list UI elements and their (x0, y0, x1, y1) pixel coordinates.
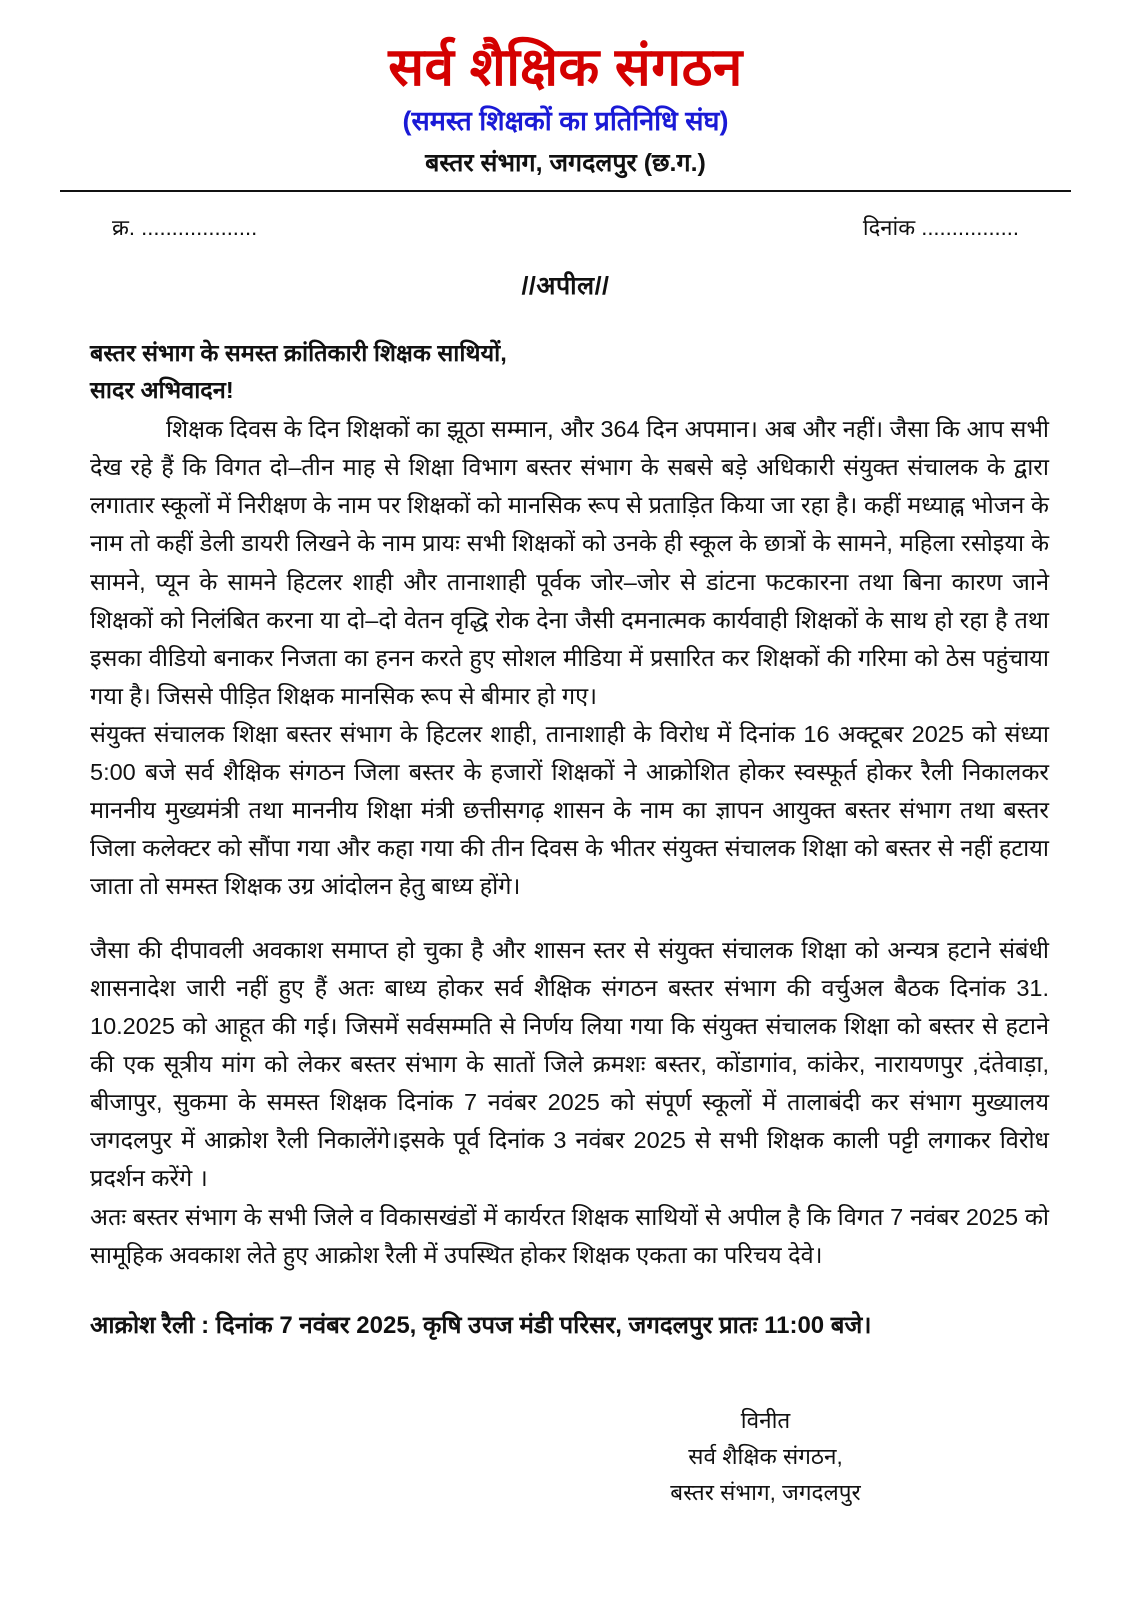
organization-title: सर्व शैक्षिक संगठन (388, 38, 743, 97)
paragraph-3: जैसा की दीपावली अवकाश समाप्त हो चुका है और शासन स्तर से संयुक्त संचालक शिक्षा को अन्यत्र हटाने संबंधी शासनादेश जारी नहीं हुए हैं अतः बाध्य होकर सर्व शैक्षिक संगठन बस्तर संभाग की वर्चुअल बैठक दिनांक 31. 10.2025 को आहूत की गई। जिसमें सर्वसम्मति से निर्णय लिया गया कि संयुक्त संचालक शिक्षा को बस्तर से हटाने की एक सूत्रीय मांग को लेकर बस्तर संभाग के सातों जिले क्रमशः बस्तर, कोंडागांव, कांकेर, नारायणपुर ,दंतेवाड़ा, बीजापुर, सुकमा के समस्त शिक्षक दिनांक 7 नवंबर 2025 को संपूर्ण स्कूलों में तालाबंदी कर संभाग मुख्यालय जगदलपुर में आक्रोश रैली निकालेंगे।इसके पूर्व दिनांक 3 नवंबर 2025 से सभी शिक्षक काली पट्टी लगाकर विरोध प्रदर्शन करेंगे । (90, 937, 1049, 1192)
signature-line-3: बस्तर संभाग, जगदलपुर (670, 1479, 861, 1505)
rally-label: आक्रोश रैली : (90, 1311, 210, 1339)
reference-number: क्र. ................... (112, 214, 258, 240)
salutation (90, 336, 1049, 409)
signature-line-2: सर्व शैक्षिक संगठन, (688, 1443, 843, 1469)
header-divider (60, 190, 1071, 192)
signature-block (60, 1403, 1071, 1511)
salutation-line-1: बस्तर संभाग के समस्त क्रांतिकारी शिक्षक साथियों, (90, 339, 507, 366)
reference-row (60, 212, 1071, 242)
rally-details: दिनांक 7 नवंबर 2025, कृषि उपज मंडी परिसर, जगदलपुर प्रातः 11:00 बजे। (209, 1311, 872, 1339)
letter-body (60, 336, 1071, 1274)
organization-subtitle: (समस्त शिक्षकों का प्रतिनिधि संघ) (402, 106, 729, 137)
paragraph-2: संयुक्त संचालक शिक्षा बस्तर संभाग के हिटलर शाही, तानाशाही के विरोध में दिनांक 16 अक्टूबर 2025 को संध्या 5:00 बजे सर्व शैक्षिक संगठन जिला बस्तर के हजारों शिक्षकों ने आक्रोशित होकर स्वस्फूर्त होकर रैली निकालकर माननीय मुख्यमंत्री तथा माननीय शिक्षा मंत्री छत्तीसगढ़ शासन के नाम का ज्ञापन आयुक्त बस्तर संभाग तथा बस्तर जिला कलेक्टर को सौंपा गया और कहा गया की तीन दिवस के भीतर संयुक्त संचालक शिक्षा को बस्तर से नहीं हटाया जाता तो समस्त शिक्षक उग्र आंदोलन हेतु बाध्य होंगे। (90, 720, 1049, 899)
document-subject: //अपील// (521, 271, 610, 300)
paragraph-1: शिक्षक दिवस के दिन शिक्षकों का झूठा सम्मान, और 364 दिन अपमान। अब और नहीं। जैसा कि आप सभी देख रहे हैं कि विगत दो–तीन माह से शिक्षा विभाग बस्तर संभाग के सबसे बड़े अधिकारी संयुक्त संचालक के द्वारा लगातार स्कूलों में निरीक्षण के नाम पर शिक्षकों को मानसिक रूप से प्रताड़ित किया जा रहा है। कहीं मध्याह्न भोजन के नाम तो कहीं डेली डायरी लिखने के नाम प्रायः सभी शिक्षकों को उनके ही स्कूल के छात्रों के सामने, महिला रसोइया के सामने, प्यून के सामने हिटलर शाही और तानाशाही पूर्वक जोर–जोर से डांटना फटकारना तथा बिना कारण जाने शिक्षकों को निलंबित करना या दो–दो वेतन वृद्धि रोक देना जैसी दमनात्मक कार्यवाही शिक्षकों के साथ हो रहा है तथा इसका वीडियो बनाकर निजता का हनन करते हुए सोशल मीडिया में प्रसारित कर शिक्षकों की गरिमा को ठेस पहुंचाया गया है। जिससे पीड़ित शिक्षक मानसिक रूप से बीमार हो गए। (90, 416, 1049, 709)
letterhead (60, 38, 1071, 178)
salutation-line-2: सादर अभिवादन! (90, 377, 234, 403)
rally-announcement (60, 1308, 1071, 1341)
reference-date: दिनांक ................ (862, 214, 1019, 240)
paragraph-4: अतः बस्तर संभाग के सभी जिले व विकासखंडों में कार्यरत शिक्षक साथियों से अपील है कि विगत 7 नवंबर 2025 को सामूहिक अवकाश लेते हुए आक्रोश रैली में उपस्थित होकर शिक्षक एकता का परिचय देवे। (90, 1203, 1049, 1268)
signature-line-1: विनीत (740, 1407, 791, 1433)
organization-location: बस्तर संभाग, जगदलपुर (छ.ग.) (425, 148, 706, 177)
